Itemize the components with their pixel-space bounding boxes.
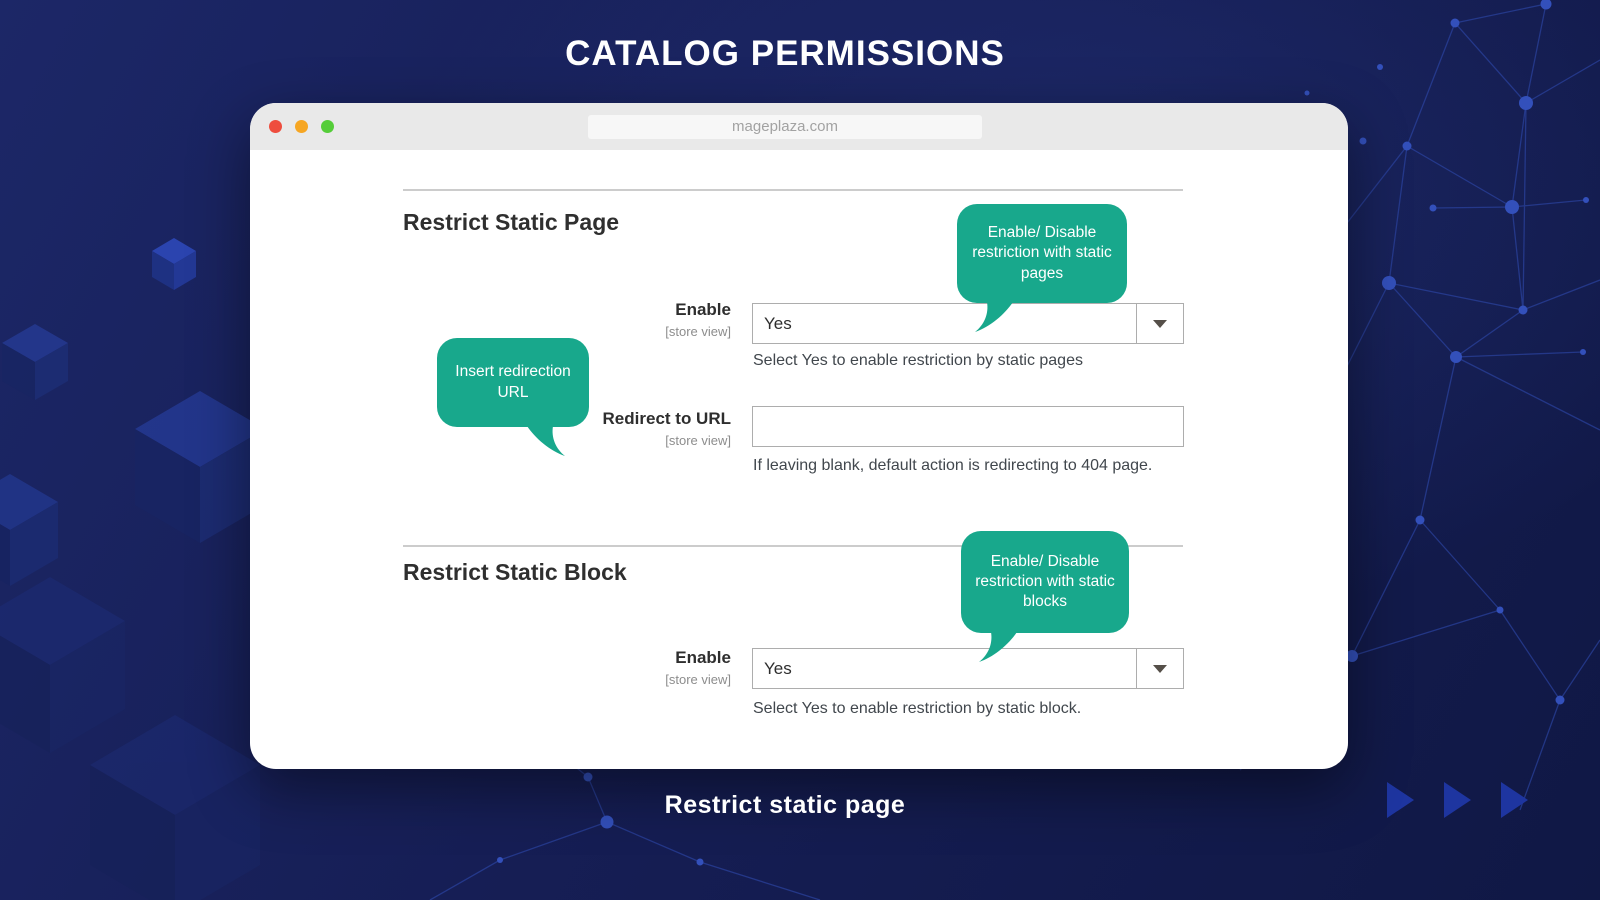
enable-select[interactable] — [752, 303, 1184, 344]
enable-select-value: Yes — [764, 314, 792, 333]
page-caption: Restrict static page — [664, 791, 906, 819]
enable-field-note: Select Yes to enable restriction by static pages — [753, 352, 1083, 369]
callout-enable-static-blocks: Enable/ Disable restriction with static blocks — [961, 531, 1129, 633]
browser-titlebar — [250, 103, 1348, 150]
enable-select-value: Yes — [764, 659, 792, 678]
section-heading-static-page: Restrict Static Page — [403, 209, 620, 235]
enable-select-block[interactable] — [752, 648, 1184, 689]
browser-window — [250, 103, 1348, 769]
minimize-window-icon[interactable] — [295, 120, 308, 133]
chevron-down-icon[interactable] — [1136, 649, 1183, 688]
enable-block-field-note: Select Yes to enable restriction by static block. — [753, 700, 1082, 717]
enable-field-label: Enable [store view] — [530, 648, 731, 687]
callout-tail — [975, 302, 1019, 332]
section-heading-static-block: Restrict Static Block — [403, 559, 627, 585]
redirect-url-field-note: If leaving blank, default action is redirecting to 404 page. — [753, 457, 1153, 474]
callout-insert-redirect-url: Insert redirection URL — [437, 338, 589, 427]
store-view-scope: [store view] — [665, 324, 731, 339]
store-view-scope: [store view] — [665, 433, 731, 448]
redirect-url-field-label: Redirect to URL [store view] — [530, 409, 731, 448]
zoom-window-icon[interactable] — [321, 120, 334, 133]
callout-tail — [527, 426, 571, 456]
page-title: CATALOG PERMISSIONS — [565, 34, 1005, 73]
redirect-url-input[interactable] — [752, 406, 1184, 447]
traffic-lights — [269, 120, 334, 133]
enable-field-label: Enable [store view] — [530, 300, 731, 339]
store-view-scope: [store view] — [665, 672, 731, 687]
section-divider — [403, 189, 1183, 191]
chevron-down-icon[interactable] — [1136, 304, 1183, 343]
callout-enable-static-pages: Enable/ Disable restriction with static pages — [957, 204, 1127, 303]
address-bar[interactable]: mageplaza.com — [588, 115, 982, 139]
callout-tail — [979, 632, 1023, 662]
close-window-icon[interactable] — [269, 120, 282, 133]
